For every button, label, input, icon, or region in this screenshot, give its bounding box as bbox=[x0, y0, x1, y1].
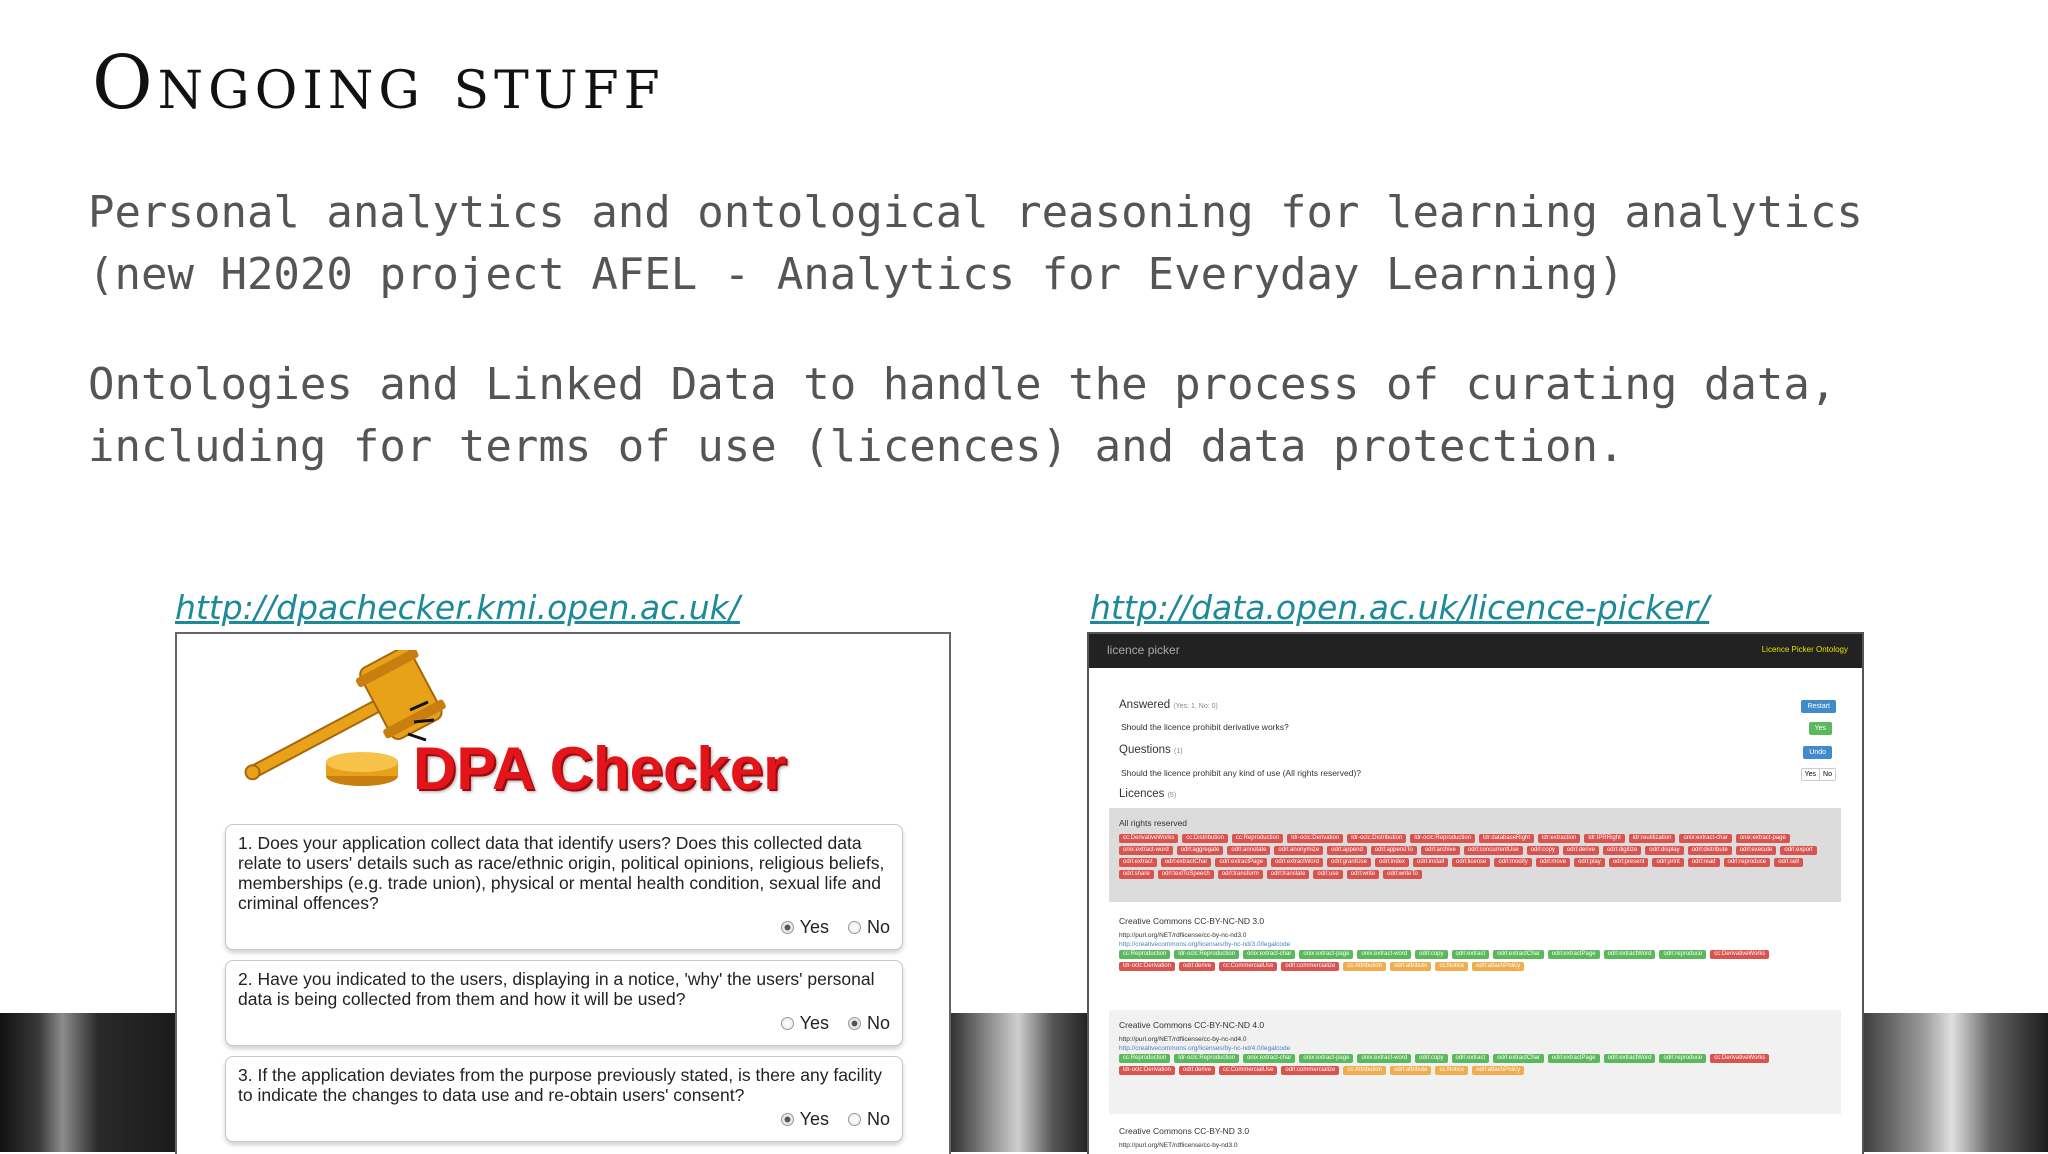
licence-tag: odrl:extractChar bbox=[1493, 950, 1544, 959]
licence-tag: odrl:aggregate bbox=[1177, 846, 1224, 855]
licence-tag: onix:extract-page bbox=[1299, 1054, 1353, 1063]
licence-picker-link[interactable]: http://data.open.ac.uk/licence-picker/ bbox=[1090, 588, 1710, 627]
radio-yes-checked[interactable] bbox=[781, 921, 794, 934]
licence-tag: odrl:present bbox=[1609, 858, 1649, 867]
question-text: 1. Does your application collect data that identify users? Does this collected data relate to users' details such as race/ethnic origin, political opinions, religious beliefs, memberships (e.g. trade union), physical or mental health condition, sexual life and criminal offences? bbox=[238, 833, 885, 913]
licences-heading bbox=[1119, 788, 1176, 800]
licences-count: (5) bbox=[1167, 792, 1177, 799]
question-text: 3. If the application deviates from the purpose previously stated, is there any facility to indicate the changes to data use and re-obtain users' consent? bbox=[238, 1065, 882, 1105]
licence-tag: odrl:digitize bbox=[1603, 846, 1641, 855]
licence-tag: onix:extract-page bbox=[1299, 950, 1353, 959]
licence-tag: odrl:transform bbox=[1218, 870, 1263, 879]
licence-tag: odrl:extractPage bbox=[1548, 950, 1600, 959]
licence-uri: http://purl.org/NET/rdflicense/cc-by-nc-nd3.0 bbox=[1119, 932, 1247, 939]
navbar-brand[interactable]: licence picker bbox=[1107, 643, 1180, 657]
question-card-3 bbox=[225, 1056, 903, 1142]
licence-tag: odrl:use bbox=[1313, 870, 1342, 879]
yes-label: Yes bbox=[799, 1013, 829, 1033]
answered-question: Should the licence prohibit derivative works? bbox=[1121, 722, 1289, 732]
licence-title: Creative Commons CC-BY-ND 3.0 bbox=[1119, 1126, 1250, 1136]
licence-tag: odrl:extract bbox=[1452, 950, 1490, 959]
licence-tag: odrl:copy bbox=[1415, 950, 1447, 959]
licence-tag: odrl:extractPage bbox=[1548, 1054, 1600, 1063]
licence-tag: ldr-oclc:Derivation bbox=[1287, 834, 1343, 843]
licence-tag: odrl:anonymize bbox=[1274, 846, 1323, 855]
no-button[interactable]: No bbox=[1819, 769, 1835, 780]
paragraph-ontologies-linked-data: Ontologies and Linked Data to handle the process of curating data, including for terms of use (licences) and data protection. bbox=[88, 359, 1837, 472]
yes-no-button-group bbox=[1801, 768, 1836, 781]
licence-tag: odrl:commercialize bbox=[1281, 1066, 1339, 1075]
licence-panel bbox=[1109, 906, 1841, 1002]
licence-tag: odrl:extractWord bbox=[1604, 950, 1656, 959]
licence-tag: onix:extract-char bbox=[1243, 950, 1295, 959]
licence-tag: cc:CommercialUse bbox=[1219, 1066, 1277, 1075]
licence-tag: odrl:extract bbox=[1119, 858, 1157, 867]
licence-tag: odrl:write bbox=[1347, 870, 1379, 879]
licence-tag: cc:DerivativeWorks bbox=[1710, 1054, 1769, 1063]
licence-tag: odrl:display bbox=[1645, 846, 1683, 855]
licence-title: Creative Commons CC-BY-NC-ND 4.0 bbox=[1119, 1020, 1265, 1030]
licence-tag: cc:Reproduction bbox=[1119, 950, 1170, 959]
licence-tags bbox=[1119, 950, 1831, 974]
licence-legalcode-link[interactable]: http://creativecommons.org/licenses/by-nc-nd/3.0/legalcode bbox=[1119, 941, 1291, 948]
licence-tag: odrl:reproduce bbox=[1659, 950, 1706, 959]
restart-button[interactable]: Restart bbox=[1801, 700, 1836, 713]
current-question: Should the licence prohibit any kind of use (All rights reserved)? bbox=[1121, 768, 1362, 778]
yes-label: Yes bbox=[799, 917, 829, 937]
licence-tag: ldr-oclc:Derivation bbox=[1119, 962, 1175, 971]
licence-tag: odrl:derive bbox=[1563, 846, 1599, 855]
licence-tag: odrl:commercialize bbox=[1281, 962, 1339, 971]
navbar bbox=[1089, 634, 1862, 668]
licence-tag: onix:extract-word bbox=[1119, 846, 1173, 855]
answered-label: Answered bbox=[1119, 699, 1171, 711]
licence-tag: cc:CommercialUse bbox=[1219, 962, 1277, 971]
licence-tag: odrl:writeTo bbox=[1383, 870, 1422, 879]
licence-title: All rights reserved bbox=[1119, 818, 1188, 828]
licence-tag: cc:Notice bbox=[1435, 962, 1468, 971]
licence-tag: cc:DerivativeWorks bbox=[1710, 950, 1769, 959]
licence-tag: odrl:translate bbox=[1267, 870, 1310, 879]
radio-no[interactable] bbox=[848, 921, 861, 934]
licence-tag: odrl:move bbox=[1536, 858, 1570, 867]
licence-tag: odrl:execute bbox=[1736, 846, 1777, 855]
licence-tags bbox=[1119, 834, 1831, 882]
licence-tag: odrl:share bbox=[1119, 870, 1154, 879]
licence-tag: odrl:copy bbox=[1415, 1054, 1447, 1063]
licence-tag: ldr:extraction bbox=[1538, 834, 1580, 843]
no-label: No bbox=[866, 1013, 890, 1033]
questions-count: (1) bbox=[1173, 748, 1183, 755]
paragraph-personal-analytics: Personal analytics and ontological reasoning for learning analytics (new H2020 project AFEL - Analytics for Everyday Learning) bbox=[88, 187, 1863, 300]
background-photo-strip-right bbox=[1856, 1013, 2048, 1152]
licence-tag: cc:Reproduction bbox=[1232, 834, 1283, 843]
licence-tag: odrl:copy bbox=[1527, 846, 1559, 855]
licence-tag: odrl:attribute bbox=[1390, 1066, 1431, 1075]
licence-tag: onix:extract-word bbox=[1357, 950, 1411, 959]
radio-yes[interactable] bbox=[781, 1017, 794, 1030]
licence-tag: odrl:extractWord bbox=[1604, 1054, 1656, 1063]
licence-panel bbox=[1109, 1010, 1841, 1114]
licence-tag: cc:Attribution bbox=[1343, 1066, 1386, 1075]
licence-picker-screenshot bbox=[1087, 632, 1864, 1154]
licence-title: Creative Commons CC-BY-NC-ND 3.0 bbox=[1119, 916, 1265, 926]
questions-heading bbox=[1119, 744, 1183, 756]
licence-tag: ldr-oclc:Derivation bbox=[1119, 1066, 1175, 1075]
yes-label: Yes bbox=[799, 1109, 829, 1129]
licence-tag: odrl:textToSpeech bbox=[1158, 870, 1214, 879]
licence-uri: http://purl.org/NET/rdflicense/cc-by-nc-nd4.0 bbox=[1119, 1036, 1247, 1043]
licence-tag: odrl:index bbox=[1375, 858, 1409, 867]
background-photo-strip-middle bbox=[948, 1013, 1088, 1152]
licence-tag: odrl:grantUse bbox=[1327, 858, 1371, 867]
licence-tag: ldr:IPRRight bbox=[1584, 834, 1624, 843]
licence-tag: odrl:print bbox=[1652, 858, 1683, 867]
licence-tag: odrl:derive bbox=[1179, 962, 1215, 971]
licence-tag: odrl:install bbox=[1413, 858, 1448, 867]
radio-yes-checked[interactable] bbox=[781, 1113, 794, 1126]
licence-tag: onix:extract-word bbox=[1357, 1054, 1411, 1063]
licence-tag: onix:extract-char bbox=[1679, 834, 1731, 843]
licence-tag: cc:Reproduction bbox=[1119, 1054, 1170, 1063]
radio-no[interactable] bbox=[848, 1113, 861, 1126]
licence-tag: odrl:extractPage bbox=[1215, 858, 1267, 867]
licence-tag: ldr-oclc:Reproduction bbox=[1174, 950, 1239, 959]
slide-title: Ongoing stuff bbox=[92, 40, 665, 126]
answered-yes-badge: Yes bbox=[1809, 722, 1832, 735]
licence-uri: http://purl.org/NET/rdflicense/cc-by-nd3.0 bbox=[1119, 1142, 1238, 1149]
licence-tag: odrl:derive bbox=[1179, 1066, 1215, 1075]
licence-legalcode-link[interactable]: http://creativecommons.org/licenses/by-nc-nd/4.0/legalcode bbox=[1119, 1045, 1291, 1052]
licence-tag: odrl:attachPolicy bbox=[1472, 962, 1524, 971]
licence-tag: onix:extract-char bbox=[1243, 1054, 1295, 1063]
licence-tag: odrl:extractChar bbox=[1493, 1054, 1544, 1063]
licence-tag: cc:Attribution bbox=[1343, 962, 1386, 971]
dpa-checker-screenshot bbox=[175, 632, 951, 1154]
ontology-link[interactable]: Licence Picker Ontology bbox=[1761, 645, 1848, 654]
licence-tag: odrl:license bbox=[1452, 858, 1490, 867]
licence-tag: ldr:databaseRight bbox=[1479, 834, 1534, 843]
licence-tag: odrl:appendTo bbox=[1371, 846, 1417, 855]
licence-panel bbox=[1109, 1116, 1841, 1154]
dpa-checker-logo-text: DPA Checker bbox=[413, 735, 787, 802]
licence-tag: odrl:append bbox=[1327, 846, 1367, 855]
yes-button[interactable]: Yes bbox=[1804, 771, 1817, 778]
licence-tag: cc:DerivativeWorks bbox=[1119, 834, 1178, 843]
no-label: No bbox=[866, 1109, 890, 1129]
licence-tag: odrl:concurrentUse bbox=[1464, 846, 1523, 855]
licence-tag: odrl:reproduce bbox=[1724, 858, 1771, 867]
licence-tag: odrl:extractChar bbox=[1161, 858, 1212, 867]
licence-tags bbox=[1119, 1054, 1831, 1078]
question-card-2 bbox=[225, 960, 903, 1046]
background-photo-strip-left bbox=[0, 1013, 178, 1152]
licence-tag: odrl:attachPolicy bbox=[1472, 1066, 1524, 1075]
question-card-1 bbox=[225, 824, 903, 950]
licence-tag: odrl:attribute bbox=[1390, 962, 1431, 971]
answered-count: (Yes: 1, No: 0) bbox=[1173, 703, 1218, 710]
licence-tag: cc:Notice bbox=[1435, 1066, 1468, 1075]
licence-tag: ldr-oclc:Reproduction bbox=[1174, 1054, 1239, 1063]
no-label: No bbox=[866, 917, 890, 937]
licence-tag: ldr:reutilization bbox=[1629, 834, 1676, 843]
licence-tag: onix:extract-page bbox=[1736, 834, 1790, 843]
licence-tag: cc:Distribution bbox=[1182, 834, 1228, 843]
licences-label: Licences bbox=[1119, 788, 1165, 800]
dpa-checker-link[interactable]: http://dpachecker.kmi.open.ac.uk/ bbox=[175, 588, 740, 627]
licence-panel bbox=[1109, 808, 1841, 902]
undo-button[interactable]: Undo bbox=[1803, 746, 1832, 759]
answered-heading bbox=[1119, 699, 1218, 711]
licence-tag: odrl:annotate bbox=[1227, 846, 1270, 855]
licence-tag: odrl:distribute bbox=[1688, 846, 1732, 855]
licence-tag: odrl:extract bbox=[1452, 1054, 1490, 1063]
licence-tag: odrl:sell bbox=[1774, 858, 1803, 867]
licence-tag: ldr-oclc:Distribution bbox=[1347, 834, 1406, 843]
licence-tag: odrl:archive bbox=[1421, 846, 1460, 855]
licence-tag: odrl:export bbox=[1780, 846, 1816, 855]
licence-tag: ldr-oclc:Reproduction bbox=[1410, 834, 1475, 843]
licence-tag: odrl:play bbox=[1574, 858, 1605, 867]
licence-tag: odrl:extractWord bbox=[1271, 858, 1323, 867]
licence-tag: odrl:modify bbox=[1494, 858, 1531, 867]
questions-label: Questions bbox=[1119, 744, 1171, 756]
licence-tag: odrl:reproduce bbox=[1659, 1054, 1706, 1063]
licence-tag: odrl:read bbox=[1688, 858, 1720, 867]
radio-no-checked[interactable] bbox=[848, 1017, 861, 1030]
question-text: 2. Have you indicated to the users, displaying in a notice, 'why' the users' personal data is being collected from them and how it will be used? bbox=[238, 969, 875, 1009]
